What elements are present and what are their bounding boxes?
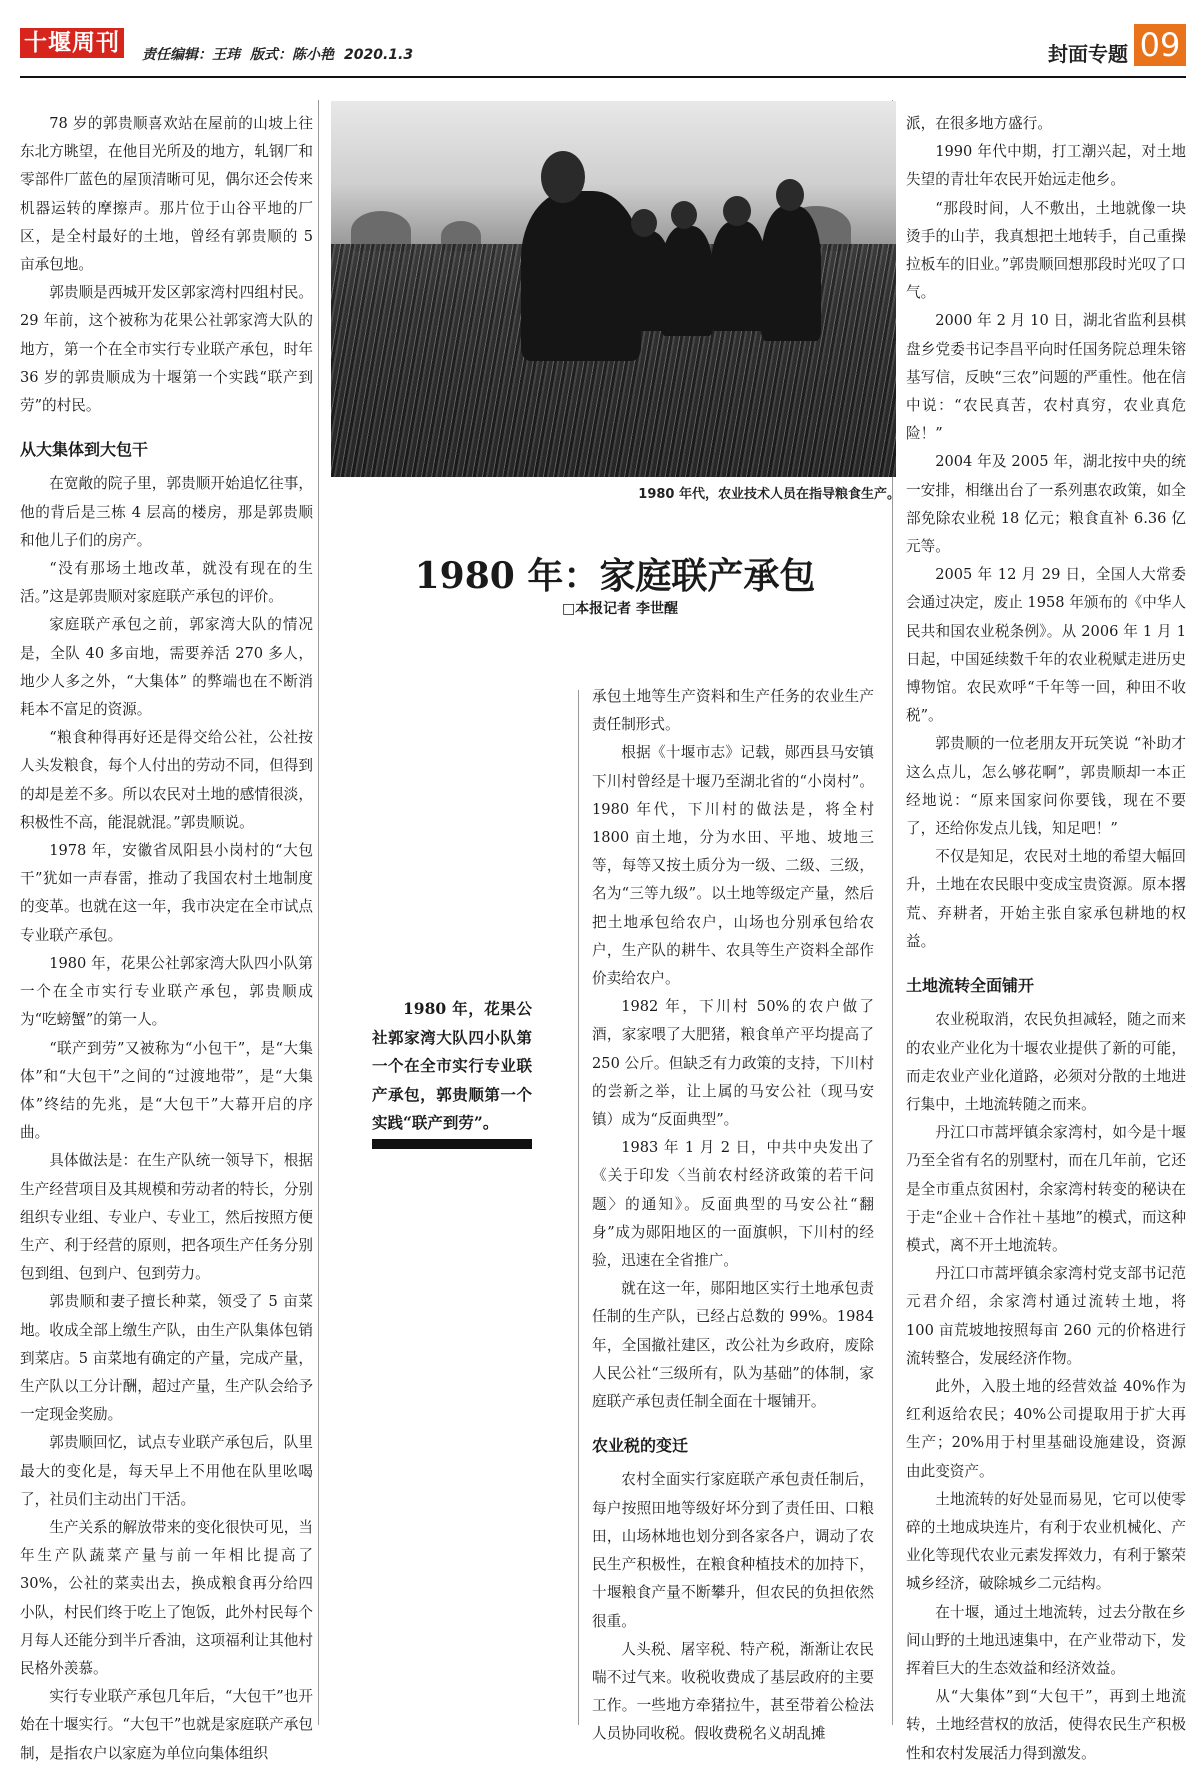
paragraph: 2004 年及 2005 年，湖北按中央的统一安排，相继出台了一系列惠农政策，如全部免除农业税 18 亿元；粮食直补 6.36 亿元等。 xyxy=(906,453,1186,556)
photo-head xyxy=(776,179,804,211)
column-3 xyxy=(906,110,1186,1768)
photo-person xyxy=(661,226,713,336)
paragraph: “联产到劳”又被称为“小包干”，是“大集体”和“大包干”之间的“过渡地带”，是“大集体”终结的先兆，是“大包干”大幕开启的序曲。 xyxy=(20,1039,313,1142)
pull-quote xyxy=(372,995,532,1138)
column-2 xyxy=(592,683,874,1749)
column-divider xyxy=(318,100,319,1725)
paragraph: 郭贵顺的一位老朋友开玩笑说 “补助才这么点儿，怎么够花啊”，郭贵顺却一本正经地说：“原来国家问你要钱，现在不要了，还给你发点儿钱，知足吧！” xyxy=(906,735,1186,838)
layout-name: 版式：陈小艳 xyxy=(250,47,334,63)
paragraph: 家庭联产承包之前，郭家湾大队的情况是，全队 40 多亩地，需要养活 270 多人，地少人多之外，“大集体” 的弊端也在不断消耗本不富足的资源。 xyxy=(20,616,313,719)
subheading: 农业税的变迁 xyxy=(592,1436,689,1456)
paragraph: 从“大集体”到“大包干”，再到土地流转，土地经营权的放活，使得农民生产积极性和农村发展活力得到激发。 xyxy=(906,1688,1186,1762)
paragraph: “没有那场土地改革，就没有现在的生活。”这是郭贵顺对家庭联产承包的评价。 xyxy=(20,560,313,606)
photo-head xyxy=(541,151,585,203)
paragraph: 1982 年，下川村 50%的农户做了酒，家家喂了大肥猪，粮食单产平均提高了 250 公斤。但缺乏有力政策的支持，下川村的尝新之举，让上属的马安公社（现马安镇）成为“反面典型”。 xyxy=(592,998,874,1129)
paragraph: 1978 年，安徽省凤阳县小岗村的“大包干”犹如一声春雷，推动了我国农村土地制度的变革。也就在这一年，我市决定在全市试点专业联产承包。 xyxy=(20,842,313,944)
header-rule xyxy=(20,76,1186,78)
paragraph: 1980 年，花果公社郭家湾大队四小队第一个在全市实行专业联产承包，郭贵顺成为“吃螃蟹”的第一人。 xyxy=(20,954,313,1029)
paragraph: 土地流转的好处显而易见，它可以使零碎的土地成块连片，有利于农业机械化、产业化等现代农业元素发挥效力，有利于繁荣城乡经济，破除城乡二元结构。 xyxy=(906,1490,1186,1593)
paragraph: 丹江口市蒿坪镇余家湾村党支部书记范元君介绍，余家湾村通过流转土地，将 100 亩荒坡地按照每亩 260 元的价格进行流转整合，发展经济作物。 xyxy=(906,1265,1186,1367)
photo-head xyxy=(631,209,657,237)
paragraph: 生产关系的解放带来的变化很快可见，当年生产队蔬菜产量与前一年相比提高了 30%，公社的菜卖出去，换成粮食再分给四小队，村民们终于吃上了饱饭，此外村民每个月每人还能分到半斤香油，这项福利让其他村民格外羡慕。 xyxy=(20,1518,313,1677)
paragraph: 人头税、屠宰税、特产税，渐渐让农民喘不过气来。收税收费成了基层政府的主要工作。一些地方牵猪拉牛，甚至带着公检法人员协同收税。假收费税名义胡乱摊 xyxy=(592,1640,874,1743)
subheading: 从大集体到大包干 xyxy=(20,440,149,460)
paragraph: 就在这一年，郧阳地区实行土地承包责任制的生产队，已经占总数的 99%。1984 年，全国撤社建区，改公社为乡政府，废除人民公社“三级所有，队为基础”的体制，家庭联产承包责任制全面在十堰铺开。 xyxy=(592,1280,874,1411)
column-divider xyxy=(578,690,579,1725)
photo-person xyxy=(711,221,766,331)
pull-quote-text: 1980 年，花果公社郭家湾大队四小队第一个在全市实行专业联产承包，郭贵顺第一个实践“联产到劳”。 xyxy=(372,999,532,1132)
paragraph: 郭贵顺是西城开发区郭家湾村四组村民。29 年前，这个被称为花果公社郭家湾大队的地方，第一个在全市实行专业联产承包，时年 36 岁的郭贵顺成为十堰第一个实践“联产到劳”的村民。 xyxy=(20,284,313,415)
paragraph: “那段时间，人不敷出，土地就像一块烫手的山芋，我真想把土地转手，自己重操拉板车的旧业。”郭贵顺回想那段时光叹了口气。 xyxy=(906,199,1186,302)
paragraph: 1983 年 1 月 2 日，中共中央发出了《关于印发〈当前农村经济政策的若干问题〉的通知》。反面典型的马安公社“翻身”成为郧阳地区的一面旗帜，下川村的经验，迅速在全省推广。 xyxy=(592,1139,874,1270)
paragraph: 具体做法是：在生产队统一领导下，根据生产经营项目及其规模和劳动者的特长，分别组织专业组、专业户、专业工，然后按照方便生产、利于经营的原则，把各项生产任务分别包到组、包到户、包到劳力。 xyxy=(20,1152,313,1283)
subheading: 土地流转全面铺开 xyxy=(906,976,1035,996)
issue-date: 2020.1.3 xyxy=(344,47,414,63)
paragraph: 在十堰，通过土地流转，过去分散在乡间山野的土地迅速集中，在产业带动下，发挥着巨大的生态效益和经济效益。 xyxy=(906,1603,1186,1677)
article-photo xyxy=(331,101,896,477)
paragraph: 根据《十堰市志》记载，郧西县马安镇下川村曾经是十堰乃至湖北省的“小岗村”。1980 年代，下川村的做法是，将全村 1800 亩土地，分为水田、平地、坡地三等，每等又按土质分为一级、二级、三级，名为“三等九级”。以土地等级定产量，然后把土地承包给农户，山场也分别承包给农户，生产队的耕牛、农具等生产资料全部作价卖给农户。 xyxy=(592,744,874,988)
photo-head xyxy=(671,201,697,229)
article-title: 1980 年：家庭联产承包 xyxy=(414,555,816,597)
editor-credits xyxy=(142,44,423,64)
paragraph: 1990 年代中期，打工潮兴起，对土地失望的青壮年农民开始远走他乡。 xyxy=(906,143,1186,189)
paragraph: 不仅是知足，农民对土地的希望大幅回升，土地在农民眼中变成宝贵资源。原本撂荒、弃耕者，开始主张自家承包耕地的权益。 xyxy=(906,848,1186,950)
photo-caption: 1980 年代，农业技术人员在指导粮食生产。 xyxy=(638,487,900,502)
masthead-logo: 十堰周刊 xyxy=(20,28,124,58)
photo-head xyxy=(723,196,751,226)
paragraph: 郭贵顺回忆，试点专业联产承包后，队里最大的变化是，每天早上不用他在队里吆喝了，社员们主动出门干活。 xyxy=(20,1434,313,1508)
page-header xyxy=(0,0,1200,84)
section-label: 封面专题 xyxy=(1048,42,1128,66)
photo-person xyxy=(761,206,821,341)
paragraph: 此外，入股土地的经营效益 40%作为红利返给农民；40%公司提取用于扩大再生产；20%用于村里基础设施建设，资源由此变资产。 xyxy=(906,1377,1186,1480)
paragraph: 承包土地等生产资料和生产任务的农业生产责任制形式。 xyxy=(592,688,874,734)
paragraph: 在宽敞的院子里，郭贵顺开始追忆往事，他的背后是三栋 4 层高的楼房，那是郭贵顺和他儿子们的房产。 xyxy=(20,475,313,549)
paragraph: 农业税取消，农民负担减轻，随之而来的农业产业化为十堰农业提供了新的可能，而走农业产业化道路，必须对分散的土地进行集中，土地流转随之而来。 xyxy=(906,1011,1186,1113)
column-1 xyxy=(20,110,313,1768)
pull-quote-bar xyxy=(372,1139,532,1149)
paragraph: 郭贵顺和妻子擅长种菜，领受了 5 亩菜地。收成全部上缴生产队，由生产队集体包销到菜店。5 亩菜地有确定的产量，完成产量，生产队以工分计酬，超过产量，生产队会给予一定现金奖励。 xyxy=(20,1293,313,1424)
paragraph: 实行专业联产承包几年后，“大包干”也开始在十堰实行。“大包干”也就是家庭联产承包制，是指农户以家庭为单位向集体组织 xyxy=(20,1688,313,1762)
paragraph: 丹江口市蒿坪镇余家湾村，如今是十堰乃至全省有名的别墅村，而在几年前，它还是全市重点贫困村，余家湾村转变的秘诀在于走“企业＋合作社＋基地”的模式，而这种模式，离不开土地流转。 xyxy=(906,1124,1186,1254)
paragraph: 派，在很多地方盛行。 xyxy=(906,115,1052,132)
paragraph: “粮食种得再好还是得交给公社，公社按人头发粮食，每个人付出的劳动不同，但得到的却是差不多。所以农民对土地的感情很淡，积极性不高，能混就混。”郭贵顺说。 xyxy=(20,729,313,831)
paragraph: 农村全面实行家庭联产承包责任制后，每户按照田地等级好坏分到了责任田、口粮田，山场林地也划分到各家各户，调动了农民生产积极性，在粮食种植技术的加持下，十堰粮食产量不断攀升，但农民的负担依然很重。 xyxy=(592,1471,874,1630)
paragraph: 2000 年 2 月 10 日，湖北省监利县棋盘乡党委书记李昌平向时任国务院总理朱镕基写信，反映“三农”问题的严重性。他在信中说：“农民真苦，农村真穷，农业真危险！” xyxy=(906,312,1186,443)
paragraph: 2005 年 12 月 29 日，全国人大常委会通过决定，废止 1958 年颁布的《中华人民共和国农业税条例》。从 2006 年 1 月 1 日起，中国延续数千年的农业税赋走进历史博物馆。农民欢呼“千年等一回，种田不收税”。 xyxy=(906,566,1186,725)
paragraph: 78 岁的郭贵顺喜欢站在屋前的山坡上往东北方眺望，在他目光所及的地方，轧钢厂和零部件厂蓝色的屋顶清晰可见，偶尔还会传来机器运转的摩擦声。那片位于山谷平地的厂区，是全村最好的土地，曾经有郭贵顺的 5 亩承包地。 xyxy=(20,115,313,274)
page-number: 09 xyxy=(1134,24,1186,66)
editor-name: 责任编辑：王玮 xyxy=(142,47,240,63)
article-byline: □本报记者 李世醒 xyxy=(561,601,679,617)
